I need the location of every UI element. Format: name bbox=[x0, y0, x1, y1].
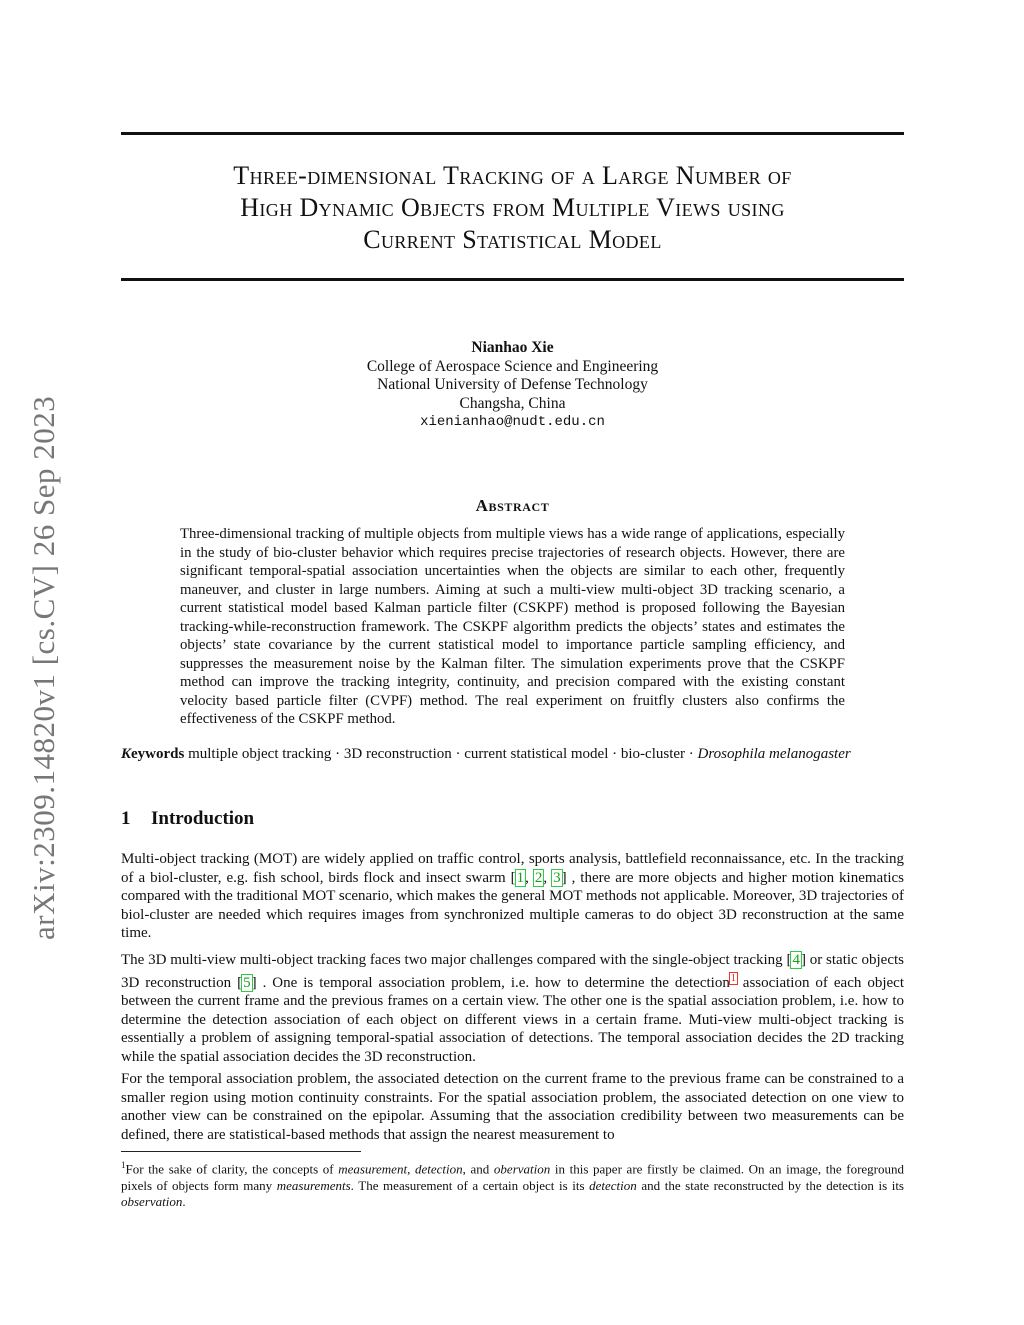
fn-text-f: and the state reconstructed by the detection is its bbox=[636, 1177, 904, 1193]
fn-text-c: , and bbox=[462, 1161, 494, 1177]
keywords-list: multiple object tracking · 3D reconstruction · current statistical model · bio-cluster · bbox=[188, 746, 694, 762]
arxiv-identifier: arXiv:2309.14820v1 [cs.CV] 26 Sep 2023 bbox=[26, 395, 61, 940]
fn-text-d: in this paper are firstly be claimed. On an image, the foreground pixels of objects form many bbox=[121, 1161, 905, 1193]
section-title: Introduction bbox=[151, 808, 255, 829]
fn-text-g: . bbox=[182, 1194, 186, 1210]
p2-text-c: . One is temporal association problem, i.e. how to determine the detection bbox=[256, 974, 730, 991]
p1-text-a: Multi-object tracking (MOT) are widely applied on traffic control, sports analysis, battlefield reconnaissance, etc. In the tracking of a biol-cluster, e.g. fish school, birds flock and insect swarm bbox=[121, 851, 904, 886]
abstract-heading: Abstract bbox=[475, 496, 550, 515]
intro-paragraph-2: The 3D multi-view multi-object tracking faces two major challenges compared with the single-object tracking [4] or static objects 3D reconstruction [5] . One is temporal association problem, i.e. how to determine the detection$^1$ association of each object between the current frame and the previous frames on a certain view. The other one is the spatial association problem, i.e. how to determine the detection association of each object on different views in a certain frame. Muti-view multi-object tracking is essentially a problem of assigning temporal-spatial association of detections. The temporal association decides the 2D tracking while the spatial association decides the 3D reconstruction. bbox=[121, 952, 904, 1065]
p1-text-b: , there are more objects and higher motion kinematics compared with the traditional MOT scenario, which makes the general MOT methods not applicable. Moreover, 3D trajectories of biol-cluster are needed which requires images from synchronized multiple cameras to do object 3D reconstruction at the same time. bbox=[121, 869, 905, 942]
author-name: Nianhao Xie bbox=[471, 339, 554, 356]
citation-link-4[interactable]: 4 bbox=[792, 952, 800, 968]
intro-paragraph-3: For the temporal association problem, the associated detection on the current frame to the previous frame can be constrained to a smaller region using motion continuity constraints. For the spatial association problem, the associated detection on one view to another view can be constrained on the epipolar. Assuming that the association credibility between two measurements can be defined, there are statistical-based methods that assign the nearest measurement to bbox=[121, 1071, 904, 1143]
abstract-text: Three-dimensional tracking of multiple objects from multiple views has a wide range of applications, especially in the study of bio-cluster behavior which requires precise trajectories of research objects. However, there are significant temporal-spatial association uncertainties when the objects are similar to each other, frequently maneuver, and cluster in large numbers. Aiming at such a multi-view multi-object 3D tracking scenario, a current statistical model based Kalman particle filter (CSKPF) method is proposed following the Bayesian tracking-while-reconstruction framework. The CSKPF algorithm predicts the objects’ states and estimates the objects’ state covariance by the current statistical model to importance particle sampling efficiency, and suppresses the measurement noise by the Kalman filter. The simulation experiments prove that the CSKPF method can improve the tracking integrity, continuity, and precision compared with the existing constant velocity based particle filter (CVPF) method. The real experiment on fruitfly clusters also confirms the effectiveness of the CSKPF method. bbox=[180, 526, 845, 727]
keywords-label-rest: eywords bbox=[131, 746, 185, 762]
keywords-label-initial: K bbox=[121, 746, 132, 762]
fn-term-detection-2: detection bbox=[589, 1177, 637, 1193]
title-bottom-rule bbox=[121, 278, 904, 281]
fn-term-detection: detection bbox=[414, 1161, 463, 1177]
fn-term-measurement: measurement bbox=[338, 1161, 408, 1177]
citation-link-1[interactable]: 1 bbox=[516, 869, 525, 886]
fn-term-obervation: obervation bbox=[493, 1161, 551, 1177]
fn-term-observation: observation bbox=[121, 1194, 183, 1210]
title-top-rule bbox=[121, 132, 904, 135]
keywords-species: Drosophila melanogaster bbox=[697, 746, 851, 762]
fn-term-measurements: measurements bbox=[276, 1177, 351, 1193]
footnote-link-1[interactable]: 1 bbox=[730, 972, 736, 984]
author-block bbox=[121, 339, 904, 432]
author-location: Changsha, China bbox=[459, 394, 566, 412]
p2-text-d: association of each object between the current frame and the previous frames on a certain view. The other one is the spatial association problem, i.e. how to determine the detection association of each object on different views in a certain frame. Muti-view multi-object tracking is essentially a problem of assigning temporal-spatial association of detections. The temporal association decides the 2D tracking while the spatial association decides the 3D reconstruction. bbox=[121, 974, 904, 1065]
citation-link-2[interactable]: 2 bbox=[534, 869, 543, 886]
fn-text-a: For the sake of clarity, the concepts of bbox=[125, 1161, 339, 1177]
p2-text-a: The 3D multi-view multi-object tracking faces two major challenges compared with the single-object tracking bbox=[121, 952, 787, 968]
author-affiliation-university: National University of Defense Technology bbox=[377, 376, 648, 393]
citation-link-3[interactable]: 3 bbox=[553, 869, 561, 886]
citation-link-5[interactable]: 5 bbox=[243, 974, 251, 991]
footnote-rule bbox=[121, 1151, 361, 1152]
intro-paragraph-1: Multi-object tracking (MOT) are widely applied on traffic control, sports analysis, battlefield reconnaissance, etc. In the tracking of a biol-cluster, e.g. fish school, birds flock and insect swarm [1, 2, 3] , there are more objects and higher motion kinematics compared with the traditional MOT scenario, which makes the general MOT methods not applicable. Moreover, 3D trajectories of biol-cluster are needed which requires images from synchronized multiple cameras to do object 3D reconstruction at the same time. bbox=[121, 851, 905, 942]
author-email[interactable]: xienianhao@nudt.edu.cn bbox=[420, 414, 605, 430]
title-line-1: Three-dimensional Tracking of a Large Number of bbox=[233, 161, 792, 190]
keywords-label bbox=[121, 746, 184, 762]
keywords bbox=[121, 745, 904, 764]
section-number: 1 bbox=[121, 808, 131, 829]
paper-title bbox=[121, 160, 904, 256]
fn-text-e: . The measurement of a certain object is its bbox=[350, 1177, 590, 1193]
p2-text-b: or static objects 3D reconstruction bbox=[121, 952, 904, 991]
author-affiliation-college: College of Aerospace Science and Engineering bbox=[366, 357, 659, 375]
footnote-mark: 1 bbox=[121, 1160, 126, 1170]
fn-text-b: , bbox=[407, 1161, 415, 1177]
section-heading-introduction bbox=[121, 808, 904, 830]
footnote-1 bbox=[121, 1157, 904, 1211]
title-line-2: High Dynamic Objects from Multiple Views using bbox=[240, 193, 785, 222]
title-line-3: Current Statistical Model bbox=[363, 225, 662, 254]
